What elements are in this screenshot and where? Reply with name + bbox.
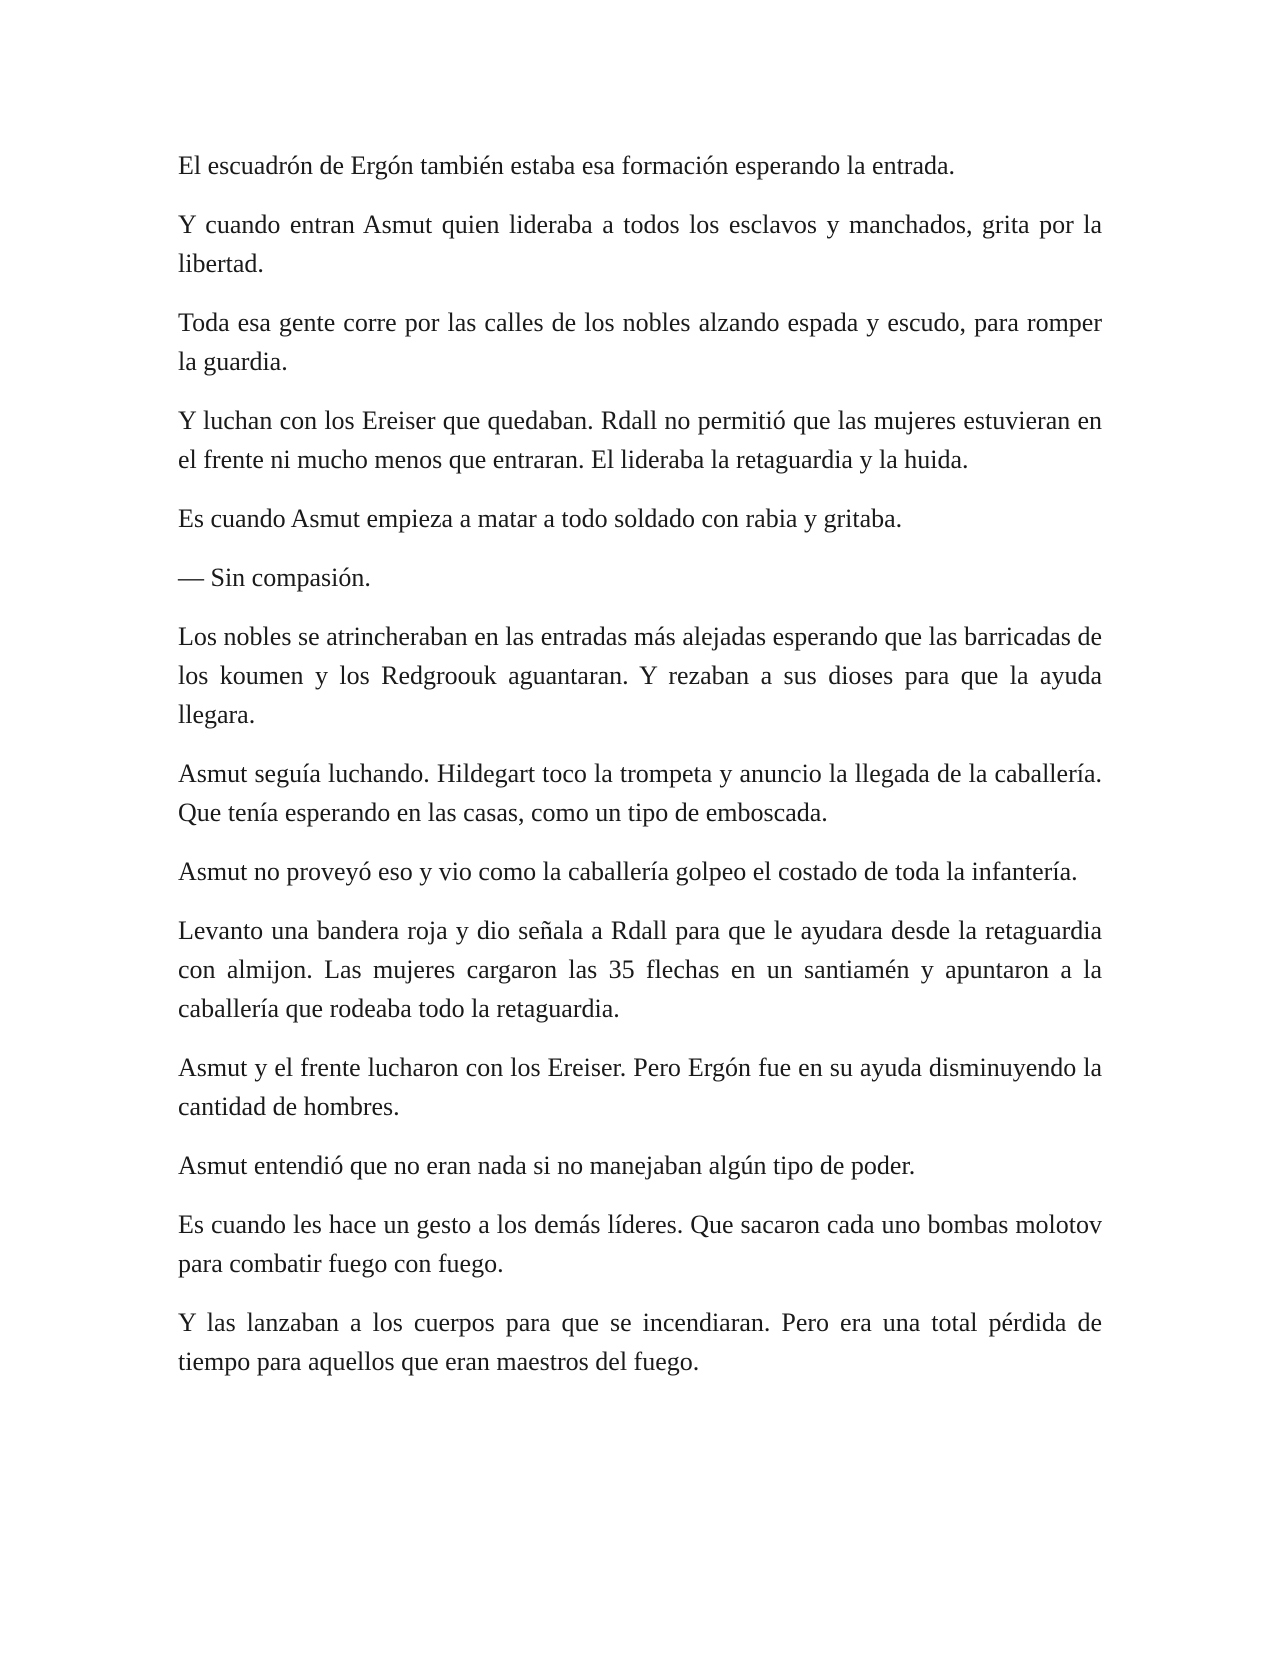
paragraph: Toda esa gente corre por las calles de los nobles alzando espada y escudo, para romper la guardia. <box>178 308 1102 376</box>
document-page <box>178 146 1102 1401</box>
paragraph: Y cuando entran Asmut quien lideraba a todos los esclavos y manchados, grita por la libertad. <box>178 210 1102 278</box>
paragraph: Es cuando Asmut empieza a matar a todo soldado con rabia y gritaba. <box>178 504 903 533</box>
paragraph: Asmut no proveyó eso y vio como la caballería golpeo el costado de toda la infantería. <box>178 857 1078 886</box>
paragraph: Asmut seguía luchando. Hildegart toco la trompeta y anuncio la llegada de la caballería. Que tenía esperando en las casas, como un tipo de emboscada. <box>178 759 1102 827</box>
dialogue-line: — Sin compasión. <box>178 563 371 592</box>
paragraph: Asmut entendió que no eran nada si no manejaban algún tipo de poder. <box>178 1151 916 1180</box>
paragraph: El escuadrón de Ergón también estaba esa formación esperando la entrada. <box>178 151 956 180</box>
paragraph: Levanto una bandera roja y dio señala a Rdall para que le ayudara desde la retaguardia con almijon. Las mujeres cargaron las 35 flechas en un santiamén y apuntaron a la caballería que rodeaba todo la retaguardia. <box>178 916 1102 1023</box>
paragraph: Es cuando les hace un gesto a los demás líderes. Que sacaron cada uno bombas molotov para combatir fuego con fuego. <box>178 1210 1102 1278</box>
paragraph: Y las lanzaban a los cuerpos para que se incendiaran. Pero era una total pérdida de tiempo para aquellos que eran maestros del fuego. <box>178 1308 1102 1376</box>
paragraph: Los nobles se atrincheraban en las entradas más alejadas esperando que las barricadas de los koumen y los Redgroouk aguantaran. Y rezaban a sus dioses para que la ayuda llegara. <box>178 622 1102 729</box>
paragraph: Asmut y el frente lucharon con los Ereiser. Pero Ergón fue en su ayuda disminuyendo la cantidad de hombres. <box>178 1053 1102 1121</box>
paragraph: Y luchan con los Ereiser que quedaban. Rdall no permitió que las mujeres estuvieran en el frente ni mucho menos que entraran. El lideraba la retaguardia y la huida. <box>178 406 1102 474</box>
